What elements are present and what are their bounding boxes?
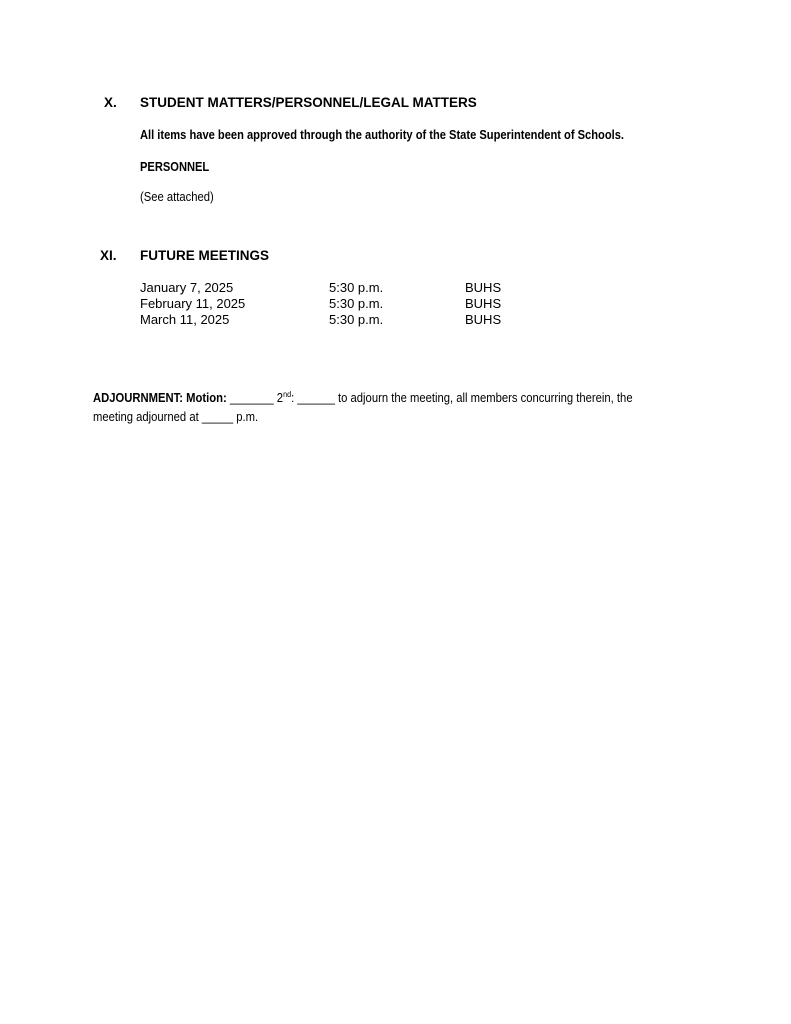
second-number: 2 bbox=[276, 391, 284, 405]
section-x-number: X. bbox=[104, 95, 117, 110]
second-colon: : bbox=[291, 391, 295, 405]
section-x-title: STUDENT MATTERS/PERSONNEL/LEGAL MATTERS bbox=[140, 95, 477, 110]
meeting-date: February 11, 2025 bbox=[140, 296, 246, 311]
second-blank: ______ bbox=[297, 391, 335, 405]
meeting-time: 5:30 p.m. bbox=[329, 296, 384, 311]
meeting-date: March 11, 2025 bbox=[140, 312, 230, 327]
section-xi-number: XI. bbox=[100, 248, 117, 263]
meeting-location: BUHS bbox=[465, 296, 502, 311]
time-blank: _____ bbox=[201, 410, 234, 424]
adjournment-pm: p.m. bbox=[236, 410, 259, 424]
approval-note: All items have been approved through the authority of the State Superintendent of Schools. bbox=[140, 128, 624, 142]
meeting-date: January 7, 2025 bbox=[140, 280, 234, 295]
adjournment-label: ADJOURNMENT: Motion: bbox=[93, 391, 227, 405]
adjournment-paragraph bbox=[93, 389, 669, 427]
second-label bbox=[277, 391, 294, 405]
adjournment-text: to adjourn the meeting, all members concurring therein, the meeting adjourned at bbox=[93, 391, 633, 424]
section-xi-title: FUTURE MEETINGS bbox=[140, 248, 270, 263]
second-suffix: nd bbox=[283, 389, 292, 399]
meeting-time: 5:30 p.m. bbox=[329, 312, 384, 327]
personnel-heading: PERSONNEL bbox=[140, 160, 210, 174]
meeting-time: 5:30 p.m. bbox=[329, 280, 384, 295]
personnel-note: (See attached) bbox=[140, 190, 214, 204]
meeting-location: BUHS bbox=[465, 312, 502, 327]
motion-blank: _______ bbox=[229, 391, 274, 405]
meeting-location: BUHS bbox=[465, 280, 502, 295]
